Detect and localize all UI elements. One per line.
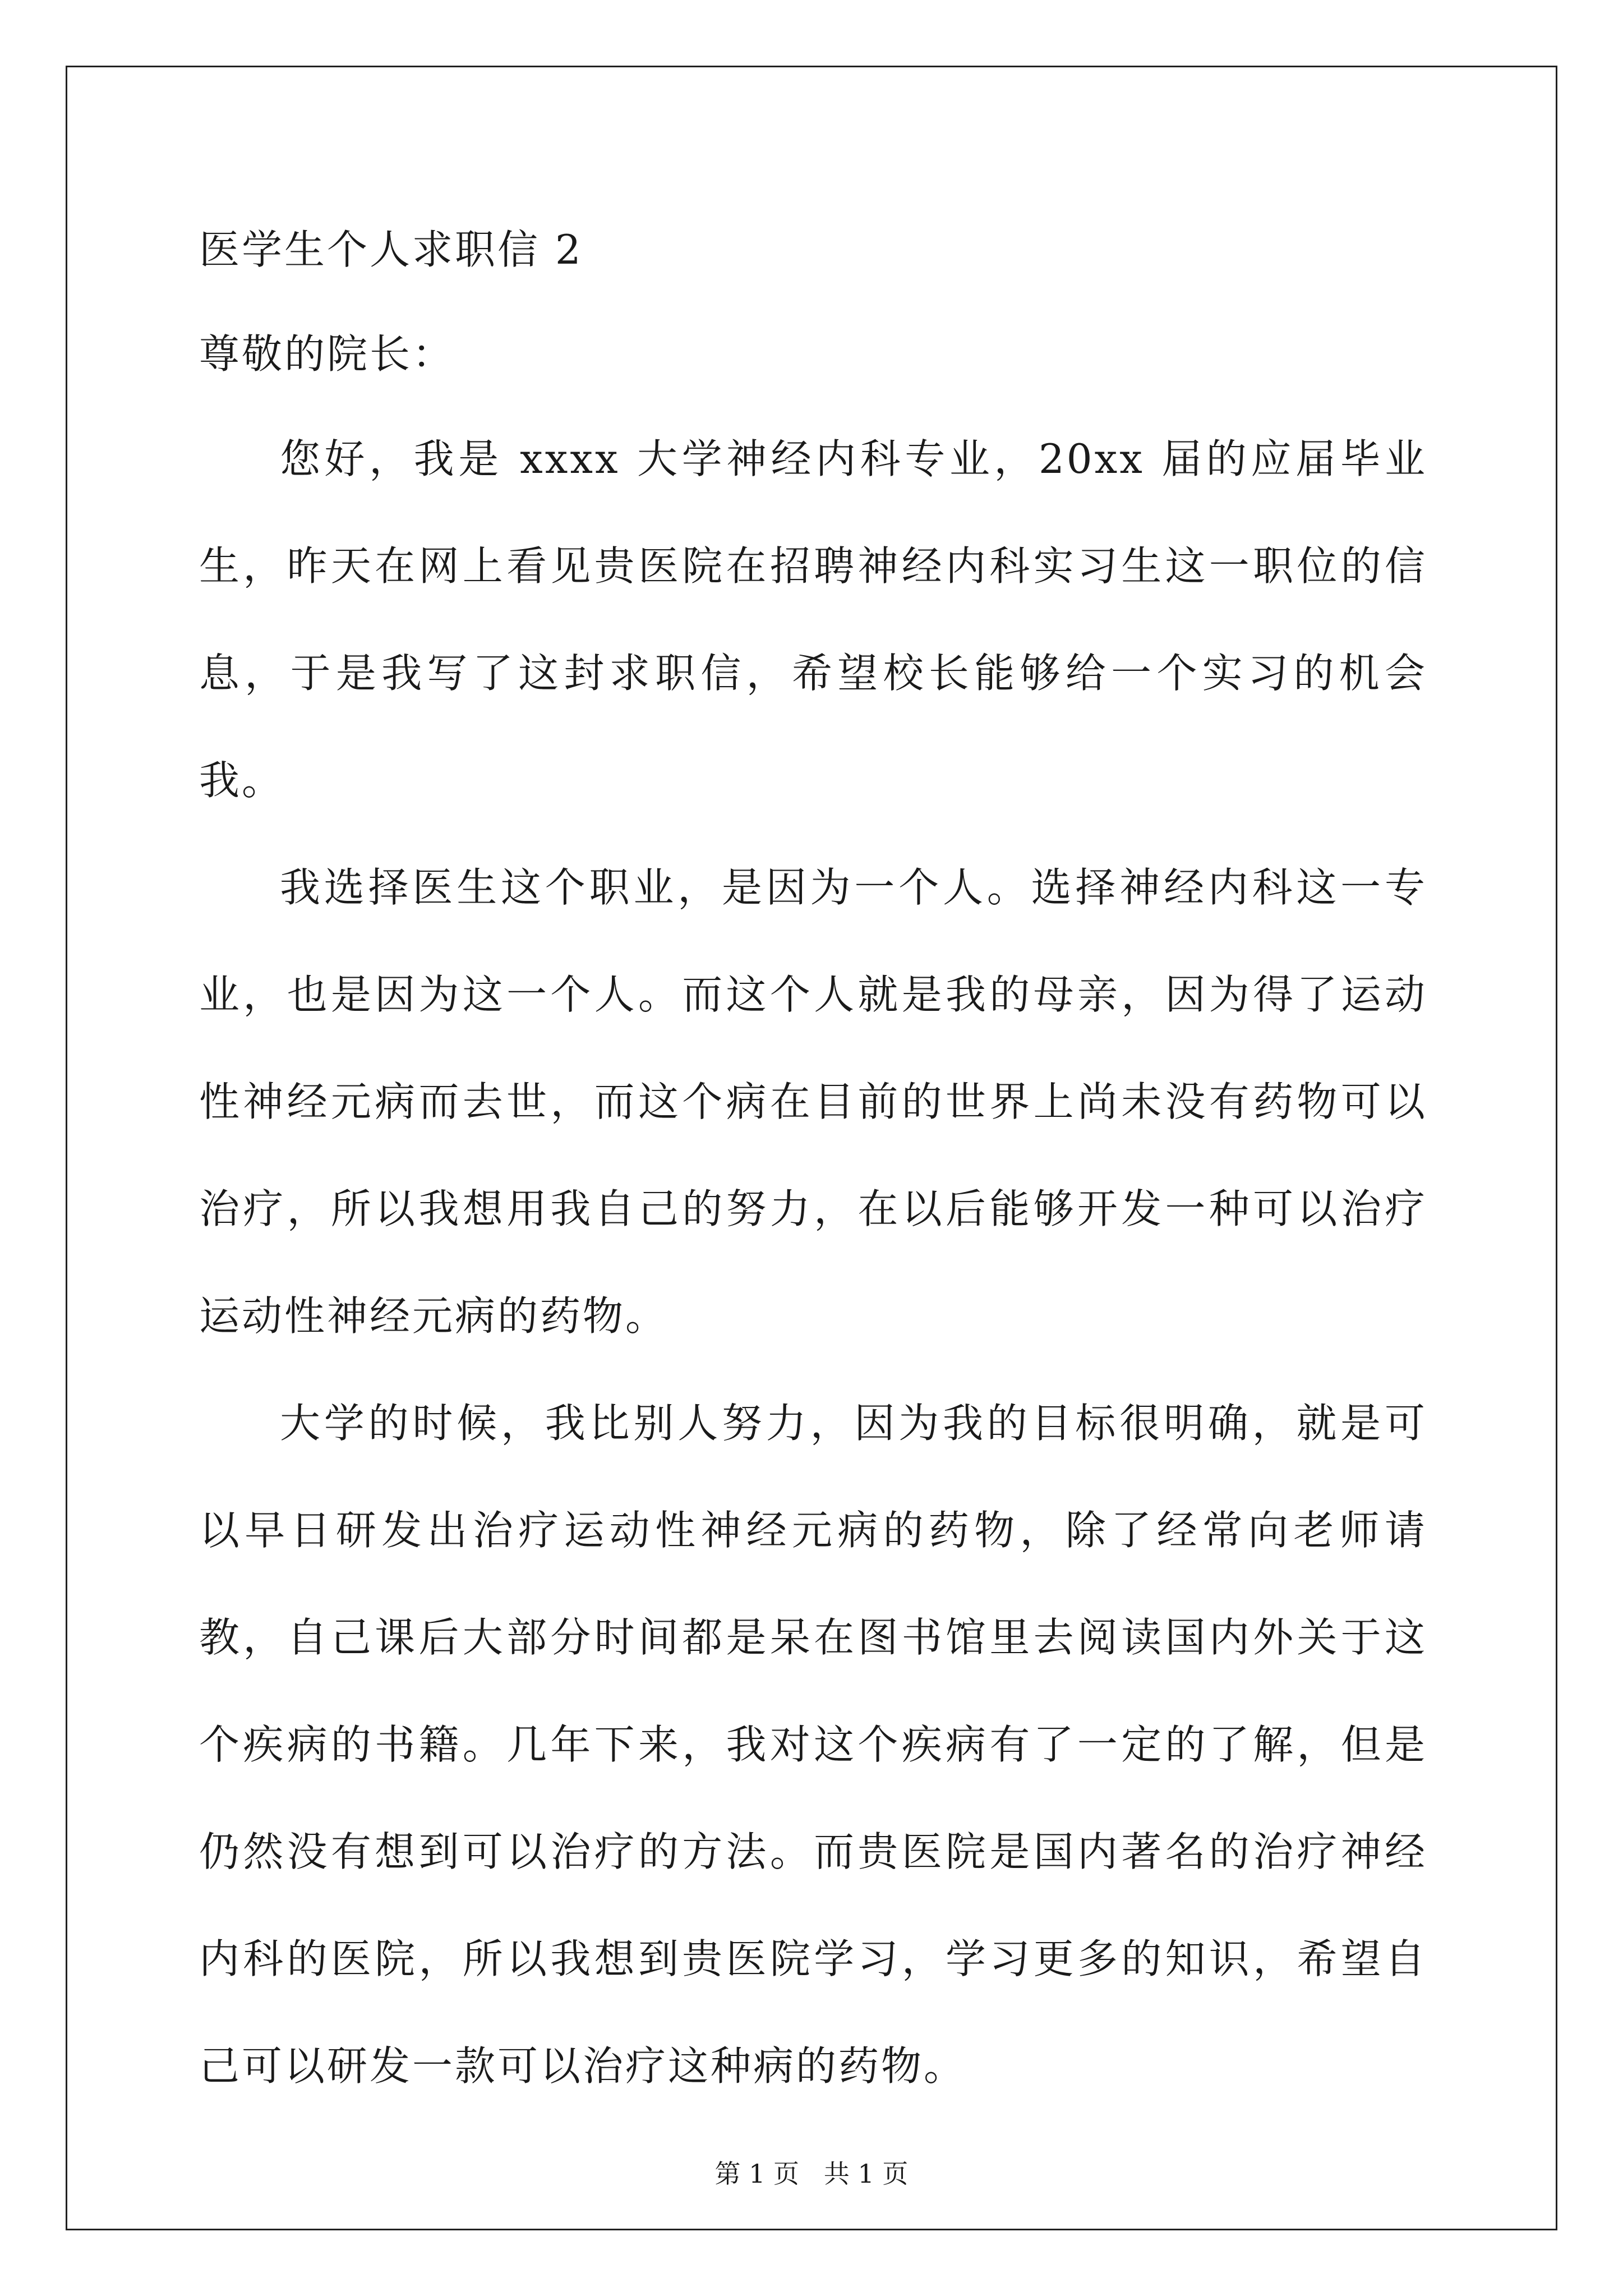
page-footer: 第 1 页 共 1 页 xyxy=(714,2159,909,2189)
paragraph-2: 我选择医生这个职业，是因为一个人。选择神经内科这一专业，也是因为这一个人。而这个人就是我的母亲，因为得了运动性神经元病而去世，而这个病在目前的世界上尚未没有药物可以治疗，所以我想用我自己的努力，在以后能够开发一种可以治疗运动性神经元病的药物。 xyxy=(199,864,1427,1340)
paragraph-3: 大学的时候，我比别人努力，因为我的目标很明确，就是可以早日研发出治疗运动性神经元病的药物，除了经常向老师请教，自己课后大部分时间都是呆在图书馆里去阅读国内外关于这个疾病的书籍。几年下来，我对这个疾病有了一定的了解，但是仍然没有想到可以治疗的方法。而贵医院是国内著名的治疗神经内科的医院，所以我想到贵医院学习，学习更多的知识，希望自己可以研发一款可以治疗这种病的药物。 xyxy=(199,1400,1427,2090)
document-body xyxy=(199,222,1427,2120)
document-title: 医学生个人求职信 2 xyxy=(199,226,583,273)
paragraph-1: 您好，我是 xxxx 大学神经内科专业，20xx 届的应届毕业生，昨天在网上看见贵医院在招聘神经内科实习生这一职位的信息，于是我写了这封求职信，希望校长能够给一个实习的机会我。 xyxy=(199,435,1427,804)
salutation: 尊敬的院长： xyxy=(199,330,455,378)
